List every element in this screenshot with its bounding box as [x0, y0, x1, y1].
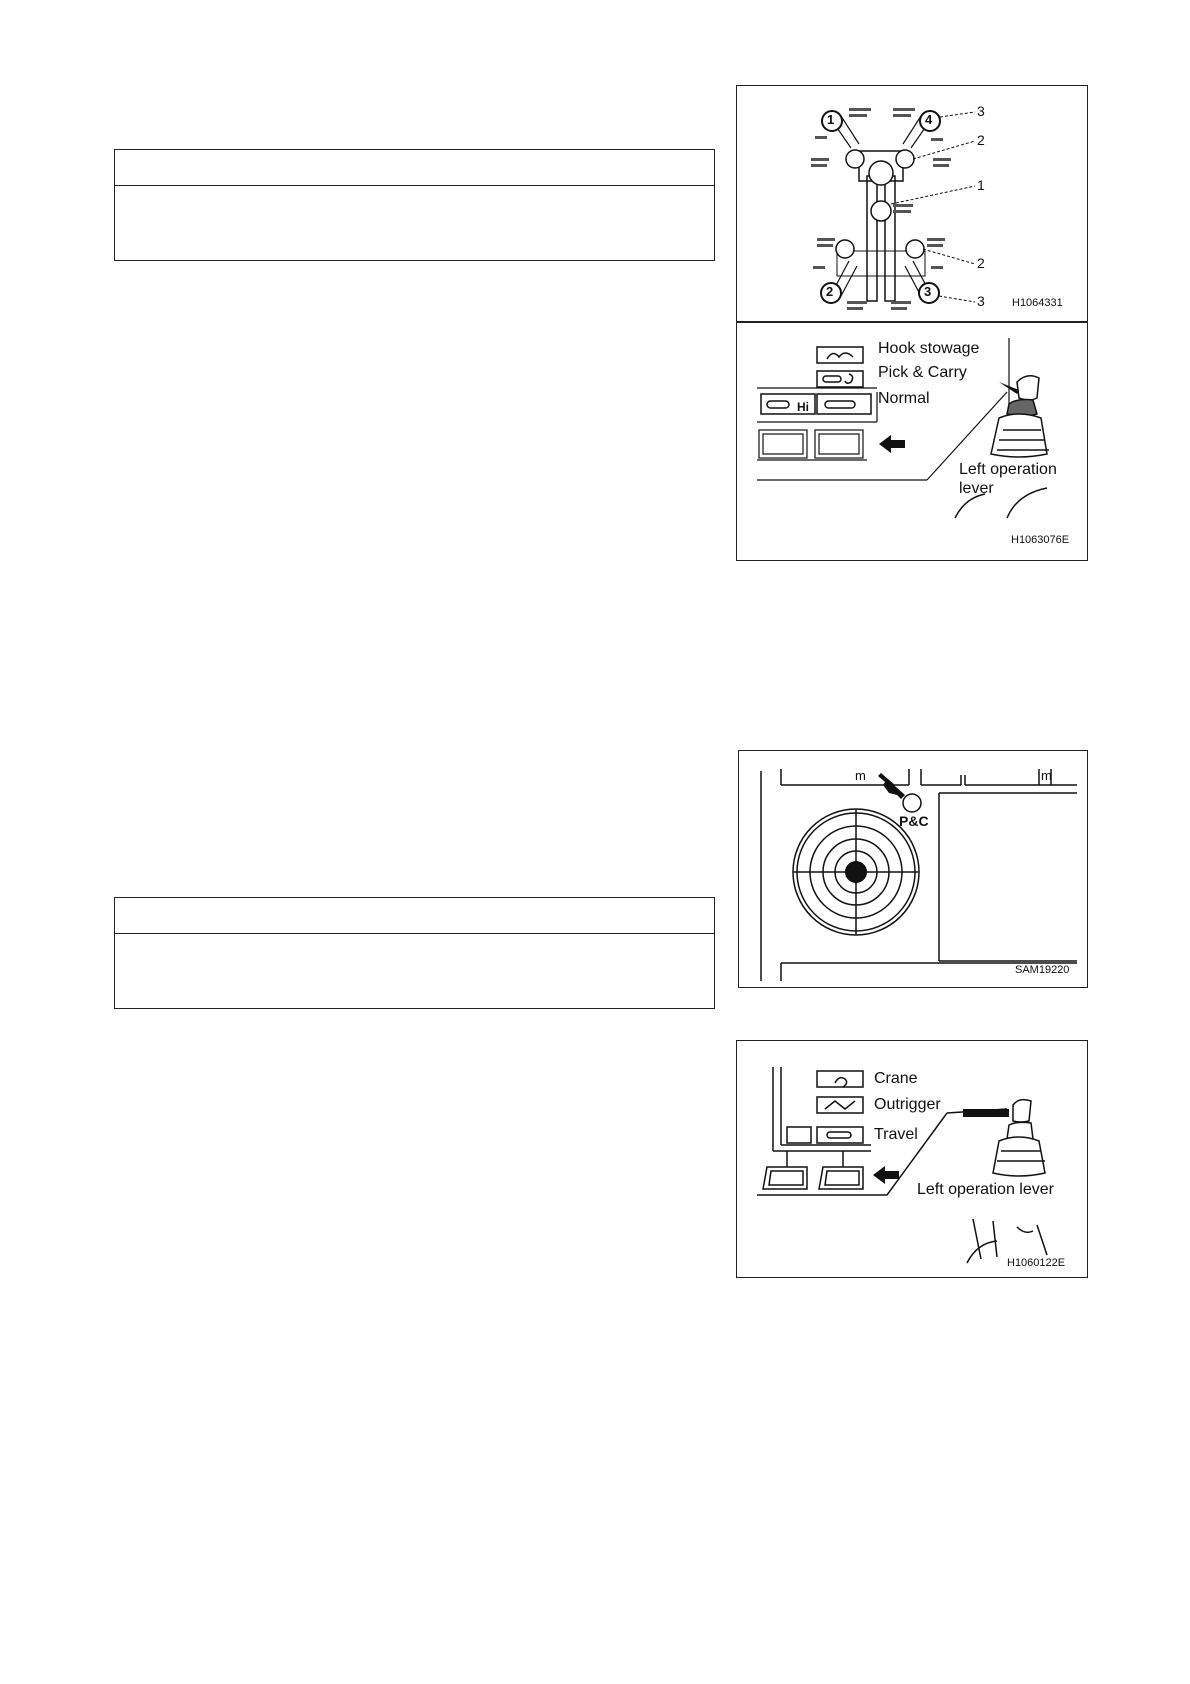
mode-label-hook-stowage: Hook stowage [878, 340, 980, 357]
mode-label-outrigger: Outrigger [874, 1096, 941, 1113]
circle-number-3: 3 [924, 284, 932, 299]
callout-3-top: 3 [977, 103, 985, 119]
figure2-code: H1063076E [1011, 534, 1070, 546]
callout-3-bottom: 3 [977, 293, 985, 309]
figure1-code: H1064331 [1012, 297, 1063, 309]
figure4-code: H1060122E [1007, 1257, 1066, 1269]
mode-label-pick-carry: Pick & Carry [878, 364, 967, 381]
unit-label-right: m [1041, 768, 1052, 783]
figure-mode-selector [736, 1040, 1088, 1278]
unit-label-left: m [855, 768, 866, 783]
notice-box-header [115, 898, 714, 934]
callout-1: 1 [977, 177, 985, 193]
mode-label-travel: Travel [874, 1126, 918, 1143]
mode-label-crane: Crane [874, 1070, 918, 1087]
notice-box-header [115, 150, 714, 186]
callout-2-bottom: 2 [977, 255, 985, 271]
circle-number-4: 4 [925, 112, 933, 127]
circle-number-1: 1 [827, 112, 835, 127]
pc-indicator-diagram [739, 751, 1087, 987]
figure-pc-indicator [738, 750, 1088, 988]
lever-pattern-diagram [737, 86, 1087, 321]
mode-switch-diagram [737, 322, 1087, 562]
figure-lever-pattern-panel [736, 85, 1088, 561]
pc-indicator-label: P&C [899, 813, 929, 829]
lever-label-line2: lever [959, 480, 994, 497]
mode-label-normal: Normal [878, 390, 930, 407]
lever-label: Left operation lever [917, 1181, 1054, 1198]
circle-number-2: 2 [826, 284, 834, 299]
callout-2-top: 2 [977, 132, 985, 148]
hi-button-label: Hi [797, 400, 809, 414]
notice-box-2 [114, 897, 715, 1009]
notice-box-1 [114, 149, 715, 261]
lever-label-line1: Left operation [959, 461, 1057, 478]
figure3-code: SAM19220 [1015, 964, 1070, 976]
